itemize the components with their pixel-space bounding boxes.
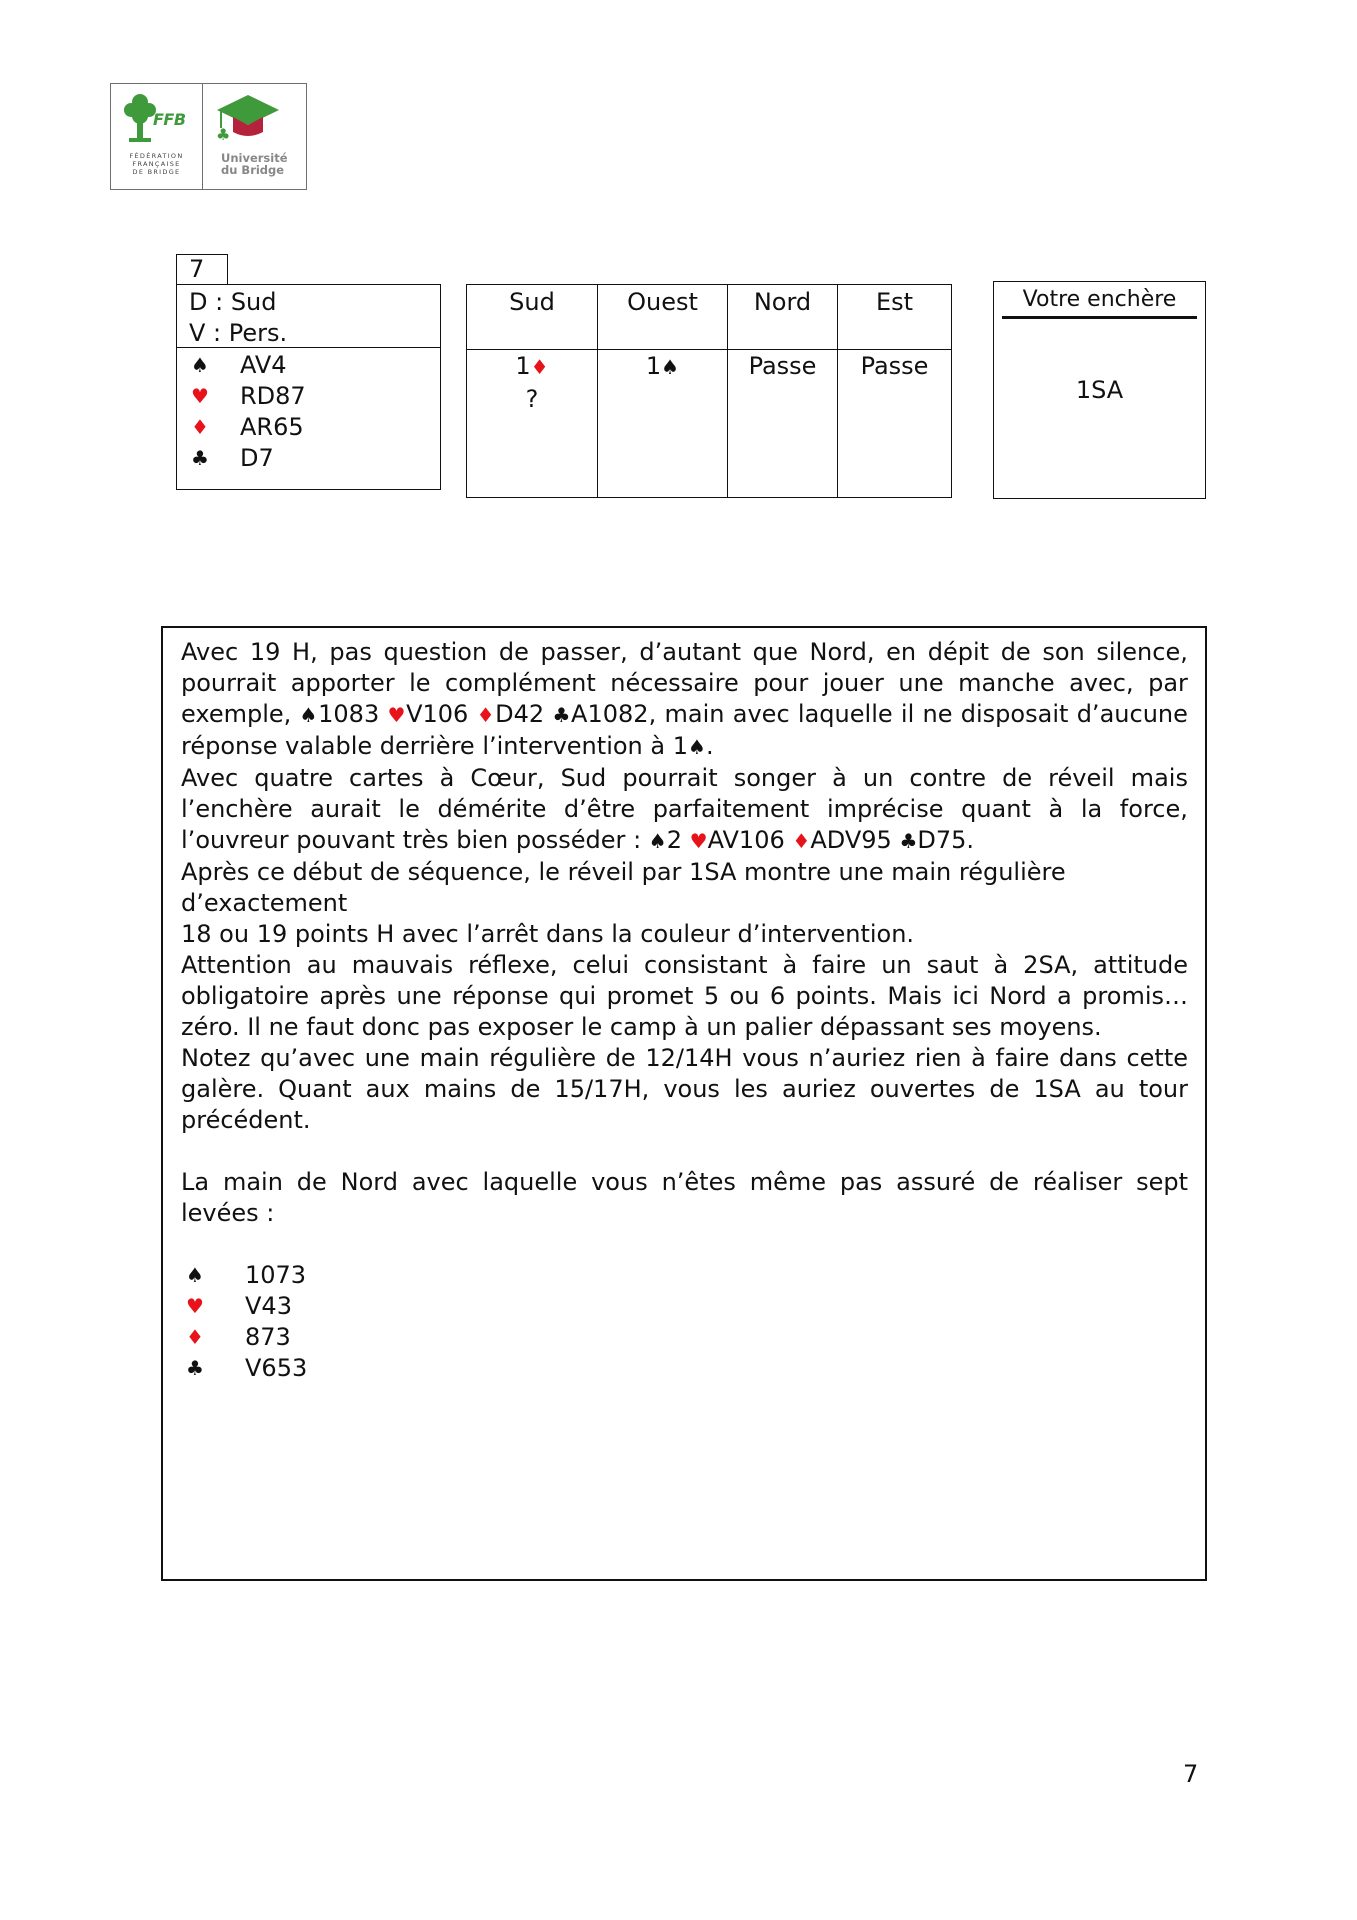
bid-sud-1: 1♦ <box>515 352 549 380</box>
heart-icon: ♥ <box>191 384 209 408</box>
bid-header-est: Est <box>838 285 951 350</box>
spade-icon: ♠ <box>648 829 667 853</box>
spade-icon: ♠ <box>299 703 319 727</box>
north-row-spades <box>181 1260 1188 1291</box>
north-diamond-cards: 873 <box>245 1323 291 1351</box>
comment-p4: 18 ou 19 points H avec l’arrêt dans la couleur d’intervention. <box>181 920 915 948</box>
universite-logo <box>203 84 306 189</box>
diamond-icon: ♦ <box>186 1325 204 1349</box>
bid-header-nord: Nord <box>728 285 837 350</box>
universite-text: Université du Bridge <box>221 151 288 177</box>
bidding-table <box>466 284 952 498</box>
comment-p7: La main de Nord avec laquelle vous n’êtes même pas assuré de réaliser sept levées : <box>181 1168 1188 1227</box>
north-row-diamonds <box>181 1322 1188 1353</box>
diamond-icon: ♦ <box>191 415 209 439</box>
bid-ouest-1: 1♠ <box>645 352 680 380</box>
bid-column-ouest <box>598 285 728 497</box>
heart-icon: ♥ <box>387 703 407 727</box>
heart-icon: ♥ <box>186 1294 204 1318</box>
north-hand <box>181 1260 1188 1384</box>
deal-number: 7 <box>176 254 228 284</box>
tree-icon <box>123 92 157 144</box>
bid-column-sud <box>467 285 598 497</box>
spade-icon: ♠ <box>186 1263 204 1287</box>
diamond-icon: ♦ <box>530 355 549 379</box>
club-icon: ♣ <box>191 446 209 470</box>
hand-row-hearts <box>177 381 440 412</box>
bid-column-nord <box>728 285 838 497</box>
bid-header-ouest: Ouest <box>598 285 727 350</box>
comment-p1: Avec 19 H, pas question de passer, d’autant que Nord, en dépit de son silence, pourrait apporter le complément nécessaire pour jouer une manche avec, par exemple, ♠1083 ♥V106 ♦D42 ♣A1082, main avec laquelle il ne disposait d’aucune réponse valable derrière l’intervention à 1♠. <box>181 638 1188 760</box>
bid-sud-2: ? <box>525 385 539 413</box>
comment-p6: Notez qu’avec une main régulière de 12/14H vous n’auriez rien à faire dans cette galère. Quant aux mains de 15/17H, vous les auriez ouvertes de 1SA au tour précédent. <box>181 1044 1188 1134</box>
spade-icon: ♠ <box>661 355 680 379</box>
page-number: 7 <box>1183 1760 1199 1788</box>
bid-est-1: Passe <box>860 352 929 380</box>
answer-box <box>993 281 1206 499</box>
ffb-wordmark: FFB <box>153 110 186 129</box>
north-club-cards: V653 <box>245 1354 308 1382</box>
dealer: D : Sud <box>189 288 277 316</box>
south-hand <box>177 348 440 474</box>
svg-text:♣: ♣ <box>216 125 231 144</box>
club-icon: ♣ <box>186 1356 204 1380</box>
spade-icon: ♠ <box>688 735 706 759</box>
bid-column-est <box>838 285 951 497</box>
ffb-university-logo <box>110 83 307 190</box>
club-icon: ♣ <box>552 703 572 727</box>
vulnerability: V : Pers. <box>189 319 288 347</box>
comment-p5: Attention au mauvais réflexe, celui consistant à faire un saut à 2SA, attitude obligatoire après une réponse qui promet 5 ou 6 points. Mais ici Nord a promis…zéro. Il ne faut donc pas exposer le camp à un palier dépassant ses moyens. <box>181 951 1188 1041</box>
comment-p3: Après ce début de séquence, le réveil par 1SA montre une main régulière d’exactement <box>181 858 1066 917</box>
spade-icon: ♠ <box>191 353 209 377</box>
deal-box <box>176 284 441 490</box>
ffb-logo <box>111 84 203 189</box>
bid-header-sud: Sud <box>467 285 597 350</box>
heart-icon: ♥ <box>689 829 708 853</box>
hand-row-spades <box>177 350 440 381</box>
bid-nord-1: Passe <box>748 352 817 380</box>
ffb-subtitle: FÉDÉRATION FRANÇAISE DE BRIDGE <box>129 152 184 176</box>
north-heart-cards: V43 <box>245 1292 292 1320</box>
deal-header <box>177 285 440 348</box>
north-spade-cards: 1073 <box>245 1261 307 1289</box>
answer-title: Votre enchère <box>1022 287 1177 312</box>
heart-cards: RD87 <box>240 382 306 410</box>
club-icon: ♣ <box>899 829 918 853</box>
north-row-clubs <box>181 1353 1188 1384</box>
graduation-cap-icon <box>213 92 283 147</box>
hand-row-clubs <box>177 443 440 474</box>
hand-row-diamonds <box>177 412 440 443</box>
answer-value: 1SA <box>1075 376 1124 404</box>
diamond-icon: ♦ <box>476 703 496 727</box>
diamond-icon: ♦ <box>792 829 811 853</box>
spade-cards: AV4 <box>240 351 287 379</box>
answer-divider <box>1002 316 1197 319</box>
club-cards: D7 <box>240 444 274 472</box>
north-row-hearts <box>181 1291 1188 1322</box>
comment-p2: Avec quatre cartes à Cœur, Sud pourrait songer à un contre de réveil mais l’enchère aurait le démérite d’être parfaitement imprécise quant à la force, l’ouvreur pouvant très bien posséder : ♠2 ♥AV106 ♦ADV95 ♣D75. <box>181 764 1188 854</box>
commentary-box <box>161 626 1207 1581</box>
diamond-cards: AR65 <box>240 413 304 441</box>
